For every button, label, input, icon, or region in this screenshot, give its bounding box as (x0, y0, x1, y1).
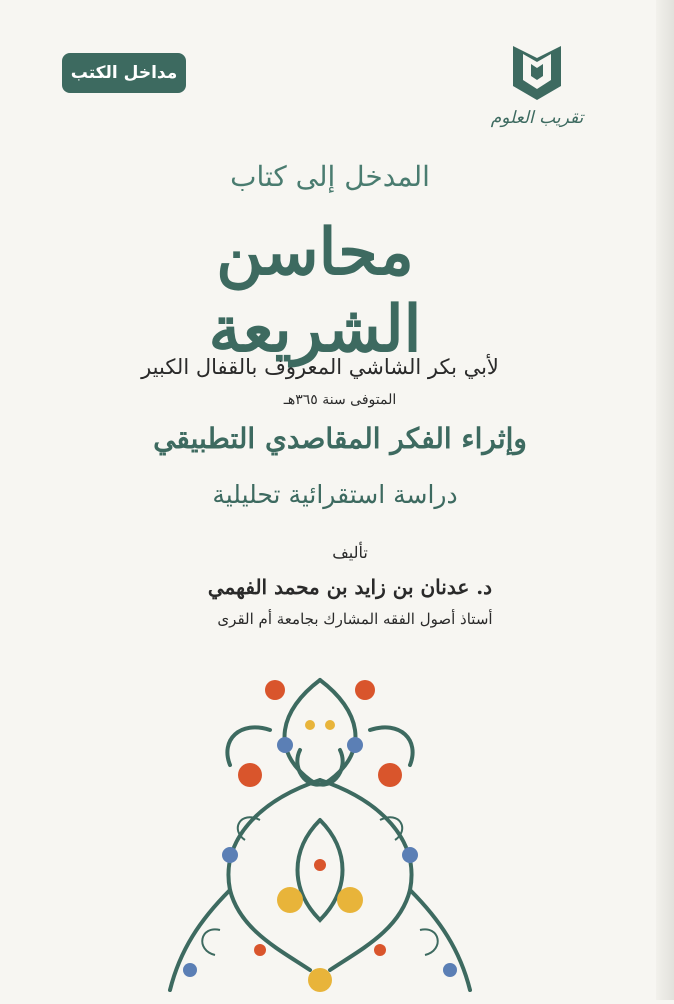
author-name: د. عدنان بن زايد بن محمد الفهمي (207, 575, 493, 599)
page-edge (656, 0, 674, 1000)
title-intro: المدخل إلى كتاب (230, 160, 430, 193)
book-shield-icon (509, 40, 565, 104)
book-subtitle: وإثراء الفكر المقاصدي التطبيقي (153, 422, 527, 455)
authored-by-label: تأليف (332, 543, 368, 562)
series-badge: مداخل الكتب (62, 53, 186, 93)
book-title: محاسن الشريعة (208, 215, 422, 367)
author-title: أستاذ أصول الفقه المشارك بجامعة أم القرى (217, 610, 493, 628)
study-type: دراسة استقرائية تحليلية (212, 480, 458, 509)
floral-arabesque-icon (160, 670, 480, 1000)
original-author: لأبي بكر الشاشي المعروف بالقفال الكبير (141, 355, 499, 379)
publisher-logo (482, 40, 592, 150)
publisher-name: تقريب العلوم (490, 108, 584, 128)
floral-ornament (160, 670, 480, 1000)
death-date: المتوفى سنة ٣٦٥هـ (283, 392, 397, 408)
